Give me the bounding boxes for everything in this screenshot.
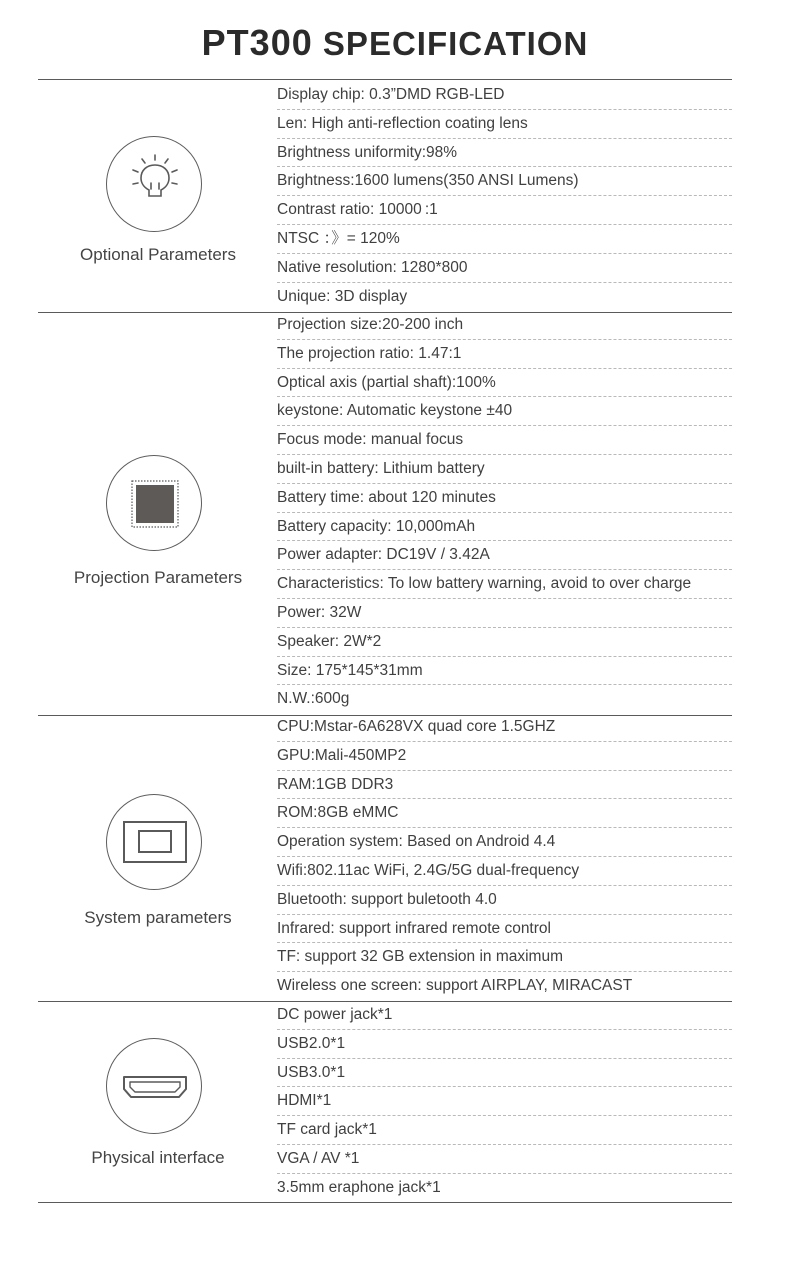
spec-row: DC power jack*1: [277, 1001, 732, 1030]
spec-row: Bluetooth: support buletooth 4.0: [277, 886, 732, 915]
title-text: SPECIFICATION: [322, 25, 589, 62]
section-label-physical-interface: Physical interface: [91, 1148, 225, 1167]
spec-list-optional-parameters: [277, 81, 732, 311]
spec-row: Battery time: about 120 minutes: [277, 484, 732, 513]
section-divider: [38, 79, 732, 80]
spec-row: Focus mode: manual focus: [277, 426, 732, 455]
spec-row: Brightness uniformity:98%: [277, 139, 732, 168]
page-title: [0, 22, 790, 64]
spec-row: Projection size:20-200 inch: [277, 311, 732, 340]
spec-list-projection-parameters: [277, 311, 732, 714]
spec-row: USB3.0*1: [277, 1059, 732, 1088]
spec-row: Power adapter: DC19V / 3.42A: [277, 541, 732, 570]
spec-row: CPU:Mstar-6A628VX quad core 1.5GHZ: [277, 713, 732, 742]
spec-row: GPU:Mali-450MP2: [277, 742, 732, 771]
spec-row: Infrared: support infrared remote control: [277, 915, 732, 944]
spec-row: built-in battery: Lithium battery: [277, 455, 732, 484]
spec-row: Size: 175*145*31mm: [277, 657, 732, 686]
spec-row: Wireless one screen: support AIRPLAY, MIRACAST: [277, 977, 633, 995]
spec-row: Unique: 3D display: [277, 287, 408, 305]
spec-row: TF card jack*1: [277, 1116, 732, 1145]
spec-row: USB2.0*1: [277, 1030, 732, 1059]
spec-row: Native resolution: 1280*800: [277, 254, 732, 283]
spec-row: N.W.:600g: [277, 690, 350, 708]
spec-row: Wifi:802.11ac WiFi, 2.4G/5G dual-frequency: [277, 857, 732, 886]
spec-row: The projection ratio: 1.47:1: [277, 340, 732, 369]
spec-row: Contrast ratio: 10000 :1: [277, 196, 732, 225]
spec-row: Operation system: Based on Android 4.4: [277, 828, 732, 857]
screen-icon: [106, 794, 202, 890]
spec-row: VGA / AV *1: [277, 1145, 732, 1174]
spec-row: Characteristics: To low battery warning, avoid to over charge: [277, 570, 732, 599]
section-label-projection-parameters: Projection Parameters: [73, 568, 243, 587]
chip-icon: [106, 455, 202, 551]
section-label-optional-parameters: Optional Parameters: [80, 245, 236, 264]
spec-row: Brightness:1600 lumens(350 ANSI Lumens): [277, 167, 732, 196]
spec-row: keystone: Automatic keystone ±40: [277, 397, 732, 426]
lightbulb-icon: [106, 136, 202, 232]
spec-row: ROM:8GB eMMC: [277, 799, 732, 828]
spec-row: Display chip: 0.3”DMD RGB-LED: [277, 81, 732, 110]
spec-row: HDMI*1: [277, 1087, 732, 1116]
spec-row: NTSC ：》= 120%: [277, 225, 732, 254]
spec-row: RAM:1GB DDR3: [277, 771, 732, 800]
spec-row: Speaker: 2W*2: [277, 628, 732, 657]
hdmi-port-icon: [106, 1038, 202, 1134]
spec-row: Power: 32W: [277, 599, 732, 628]
spec-row: TF: support 32 GB extension in maximum: [277, 943, 732, 972]
spec-row: Battery capacity: 10,000mAh: [277, 513, 732, 542]
spec-list-physical-interface: [277, 1001, 732, 1203]
section-label-system-parameters: System parameters: [84, 908, 232, 927]
spec-row: 3.5mm eraphone jack*1: [277, 1178, 441, 1196]
spec-list-system-parameters: [277, 713, 732, 1001]
spec-row: Optical axis (partial shaft):100%: [277, 369, 732, 398]
model-name: PT300: [201, 22, 313, 63]
spec-row: Len: High anti-reflection coating lens: [277, 110, 732, 139]
